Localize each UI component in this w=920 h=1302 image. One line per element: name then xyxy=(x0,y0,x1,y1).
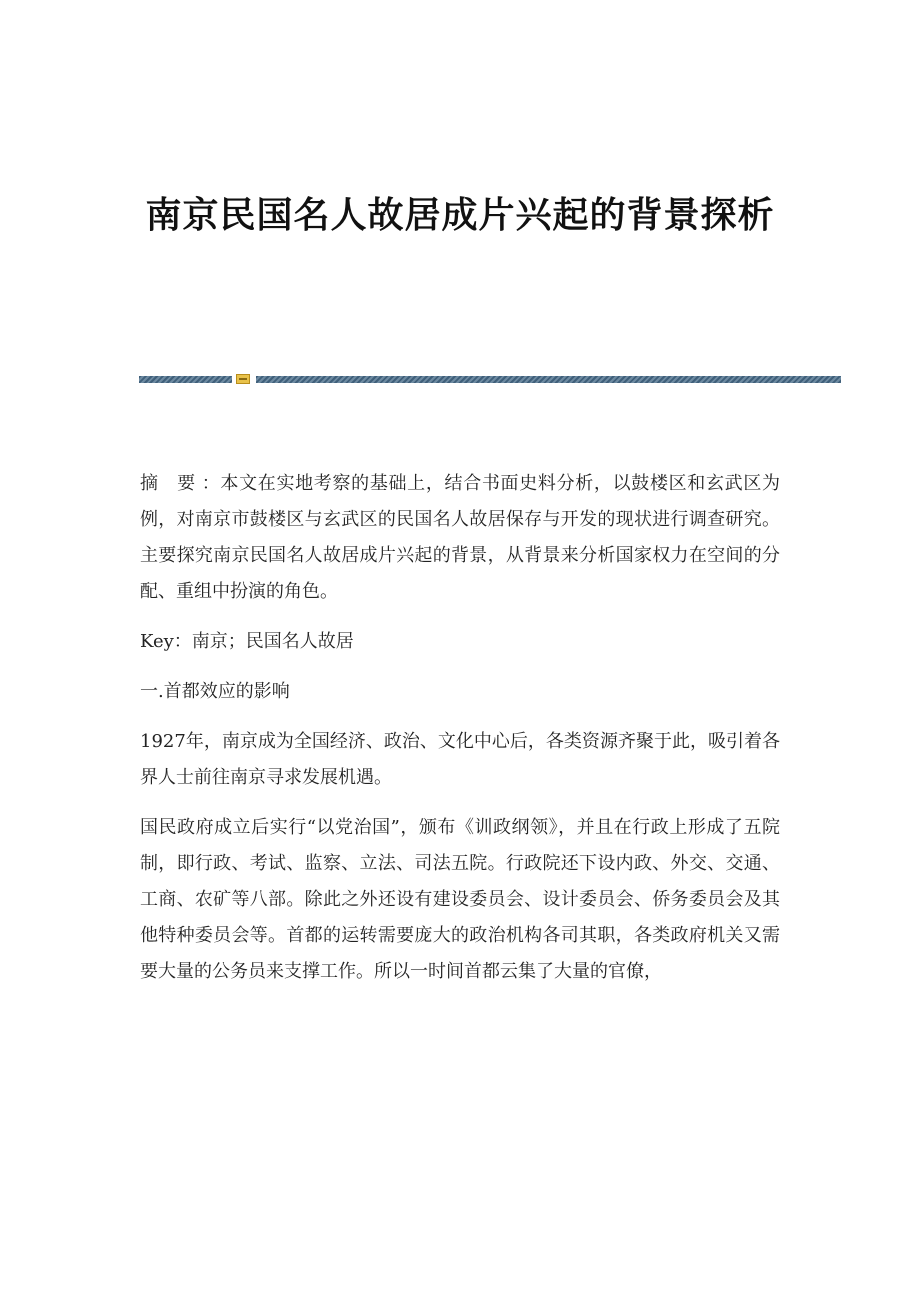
divider-bar-right xyxy=(256,376,841,383)
body-paragraph: 1927年，南京成为全国经济、政治、文化中心后，各类资源齐聚于此，吸引着各界人士前往南京寻求发展机遇。 xyxy=(140,731,780,788)
document-title: 南京民国名人故居成片兴起的背景探析 xyxy=(145,194,775,236)
divider-bar-left xyxy=(139,376,232,383)
ornament-icon xyxy=(236,374,250,384)
section-heading: 一.首都效应的影响 xyxy=(140,681,290,702)
abstract-label: 摘 要 xyxy=(140,473,202,494)
abstract-text: ：本文在实地考察的基础上，结合书面史料分析，以鼓楼区和玄武区为例，对南京市鼓楼区与玄武区的民国名人故居保存与开发的现状进行调查研究。主要探究南京民国名人故居成片兴起的背景，从背景来分析国家权力在空间的分配、重组中扮演的角色。 xyxy=(140,473,780,602)
decorative-divider xyxy=(139,374,841,384)
body-paragraph: 国民政府成立后实行“以党治国”，颁布《训政纲领》，并且在行政上形成了五院制，即行政、考试、监察、立法、司法五院。行政院还下设内政、外交、交通、工商、农矿等八部。除此之外还设有建设委员会、设计委员会、侨务委员会及其他特种委员会等。首都的运转需要庞大的政治机构各司其职，各类政府机关又需要大量的公务员来支撑工作。所以一时间首都云集了大量的官僚， xyxy=(140,817,780,982)
abstract-paragraph xyxy=(140,466,780,610)
keywords-line: Key：南京；民国名人故居 xyxy=(140,631,354,652)
document-body xyxy=(140,466,780,1004)
